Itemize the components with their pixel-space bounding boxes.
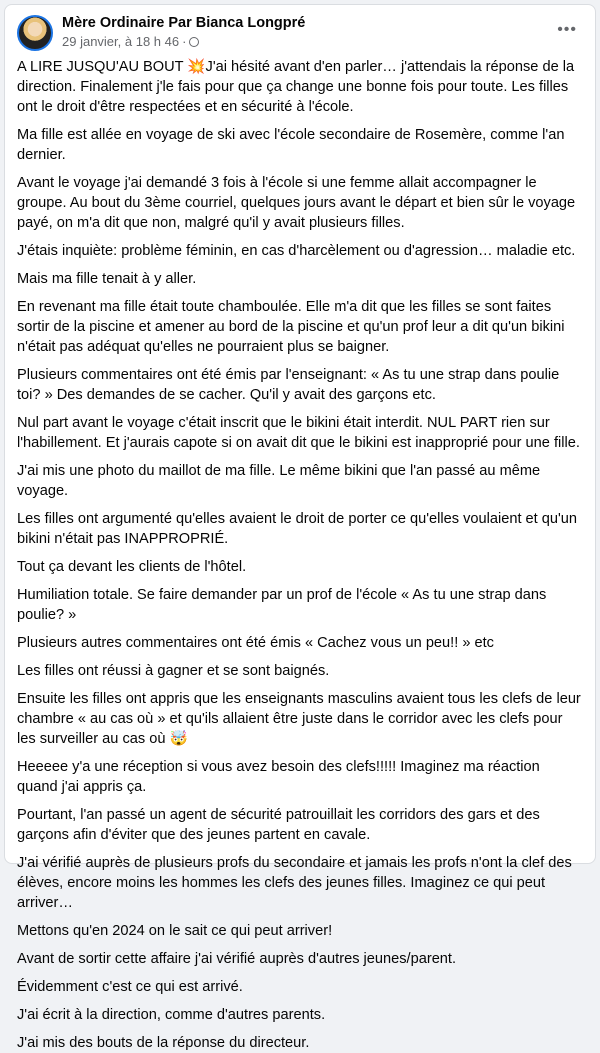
post-paragraph: Nul part avant le voyage c'était inscrit que le bikini était interdit. NUL PART rien sur l'habillement. Et j'aurais capote si on avait dit que le bikini est inapproprié pour une fille.: [17, 415, 580, 451]
post-paragraph: J'étais inquiète: problème féminin, en cas d'harcèlement ou d'agression… maladie etc.: [17, 243, 576, 259]
post-paragraph: Tout ça devant les clients de l'hôtel.: [17, 559, 247, 575]
post-paragraph: Humiliation totale. Se faire demander par un prof de l'école « As tu une strap dans poulie? »: [17, 587, 547, 623]
post-header: [5, 5, 595, 57]
post-paragraph: A LIRE JUSQU'AU BOUT 💥J'ai hésité avant d'en parler… j'attendais la réponse de la direction. Finalement j'le fais pour que ça change une bonne fois pour toute. Les filles ont le droit d'être respectées et en sécurité à l'école.: [17, 59, 575, 115]
post-paragraph: Ma fille est allée en voyage de ski avec l'école secondaire de Rosemère, comme l'an dernier.: [17, 127, 565, 163]
post-paragraph: Mettons qu'en 2024 on le sait ce qui peut arriver!: [17, 923, 333, 939]
post-paragraph: Heeeee y'a une réception si vous avez besoin des clefs!!!!! Imaginez ma réaction quand j'ai appris ça.: [17, 759, 540, 795]
post-paragraph: Avant de sortir cette affaire j'ai vérifié auprès d'autres jeunes/parent.: [17, 951, 457, 967]
author-name[interactable]: Mère Ordinaire Par Bianca Longpré: [62, 15, 306, 31]
author-avatar[interactable]: [17, 15, 53, 51]
post-paragraph: Pourtant, l'an passé un agent de sécurité patrouillait les corridors des gars et des garçons afin d'éviter que des jeunes partent en cavale.: [17, 807, 540, 843]
post-paragraph: Mais ma fille tenait à y aller.: [17, 271, 197, 287]
post-paragraph: J'ai écrit à la direction, comme d'autres parents.: [17, 1007, 326, 1023]
post-paragraph: Avant le voyage j'ai demandé 3 fois à l'école si une femme allait accompagner le groupe. Au bout du 3ème courriel, quelques jours avant le départ et bien sûr le voyage payé, on m'a dit que non, malgré qu'il y avait plusieurs filles.: [17, 175, 576, 231]
post-paragraph: J'ai mis une photo du maillot de ma fille. Le même bikini que l'an passé au même voyage.: [17, 463, 541, 499]
post-paragraph: Plusieurs commentaires ont été émis par l'enseignant: « As tu une strap dans poulie toi? » Des demandes de se cacher. Qu'il y avait des garçons etc.: [17, 367, 560, 403]
facebook-post: [4, 4, 596, 1051]
post-paragraph: J'ai mis des bouts de la réponse du directeur.: [17, 1035, 310, 1051]
post-paragraph: Évidemment c'est ce qui est arrivé.: [17, 979, 243, 995]
post-body: [5, 57, 595, 1053]
more-options-button[interactable]: •••: [557, 21, 577, 38]
post-paragraph: Plusieurs autres commentaires ont été émis « Cachez vous un peu!! » etc: [17, 635, 494, 651]
post-paragraph: Ensuite les filles ont appris que les enseignants masculins avaient tous les clefs de leur chambre « au cas où » et qu'ils allaient être juste dans le corridor avec les clefs pour les surveiller au cas où 🤯: [17, 691, 581, 747]
post-paragraph: J'ai vérifié auprès de plusieurs profs du secondaire et jamais les profs n'ont la clef des élèves, encore moins les hommes les clefs des jeunes filles. Imaginez ce qui peut arriver…: [17, 855, 572, 911]
post-paragraph: En revenant ma fille était toute chamboulée. Elle m'a dit que les filles se sont faites sortir de la piscine et amener au bord de la piscine et qu'un prof leur a dit qu'un bikini n'était pas adéquat qu'elles ne pourraient plus se baigner.: [17, 299, 565, 355]
globe-icon: [189, 37, 199, 47]
meta-separator: ·: [182, 34, 187, 49]
post-timestamp[interactable]: 29 janvier, à 18 h 46: [62, 34, 180, 49]
post-paragraph: Les filles ont argumenté qu'elles avaient le droit de porter ce qu'elles voulaient et qu'un bikini n'était pas INAPPROPRIÉ.: [17, 511, 578, 547]
post-meta: [62, 34, 199, 49]
post-paragraph: Les filles ont réussi à gagner et se sont baignés.: [17, 663, 330, 679]
